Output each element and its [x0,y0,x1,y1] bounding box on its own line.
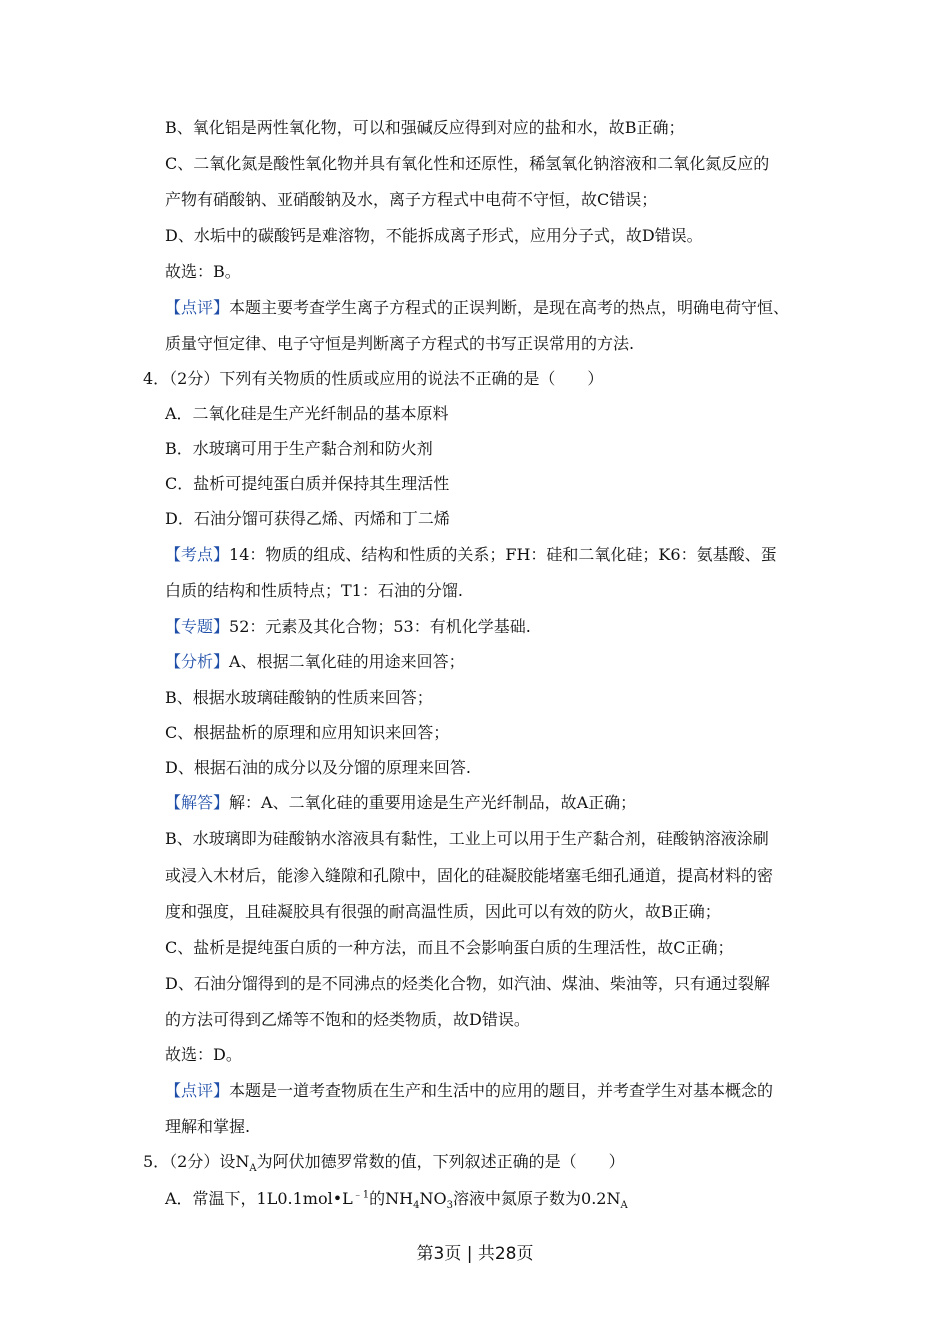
subscript: 4 [413,1200,420,1212]
knowledge-text: 14：物质的组成、结构和性质的关系；FH：硅和二氧化硅；K6：氨基酸、蛋 [229,545,777,564]
review-tag: 【点评】 [165,1081,230,1100]
text-line: D、石油分馏得到的是不同沸点的烃类化合物，如汽油、煤油、柴油等，只有通过裂解 [165,974,770,993]
text-line: 或浸入木材后，能渗入缝隙和孔隙中，固化的硅凝胶能堵塞毛细孔通道，提高材料的密 [165,866,774,885]
text-line: 故选：D。 [165,1045,242,1064]
review-paragraph [165,1081,773,1101]
text-line: 产物有硝酸钠、亚硝酸钠及水，离子方程式中电荷不守恒，故C错误； [165,190,658,209]
text-line: B、水玻璃即为硅酸钠水溶液具有黏性，工业上可以用于生产黏合剂，硅酸钠溶液涂刷 [165,829,769,848]
knowledge-tag: 【考点】 [165,545,230,564]
option-text: 的NH [369,1189,414,1208]
option-text: A．常温下，1L0.1mol•L [165,1189,353,1208]
solution [165,793,636,813]
review-tag: 【点评】 [165,298,230,317]
option-c: C．盐析可提纯蛋白质并保持其生理活性 [165,474,450,493]
option-text: 溶液中氮原子数为0.2N [453,1189,621,1208]
text-line: 的方法可得到乙烯等不饱和的烃类物质，故D错误。 [165,1010,530,1029]
text-line: 理解和掌握. [165,1117,251,1136]
question-4: 4．（2分）下列有关物质的性质或应用的说法不正确的是（ ） [143,369,604,388]
subscript: A [620,1200,628,1212]
text-line: D、水垢中的碳酸钙是难溶物，不能拆成离子形式，应用分子式，故D错误。 [165,226,703,245]
superscript: ﹣1 [352,1189,370,1201]
q5-text: 为阿伏加德罗常数的值，下列叙述正确的是（ ） [256,1152,625,1171]
page-footer: 第3页 | 共28页 [416,1244,534,1264]
solution-tag: 【解答】 [165,793,230,812]
question-5 [143,1152,625,1175]
text-line: C、二氧化氮是酸性氧化物并具有氧化性和还原性，稀氢氧化钠溶液和二氧化氮反应的 [165,154,770,173]
q5-text: 5．（2分）设N [143,1152,250,1171]
review-text: 本题是一道考查物质在生产和生活中的应用的题目，并考查学生对基本概念的 [229,1081,774,1100]
text-line: 质量守恒定律、电子守恒是判断离子方程式的书写正误常用的方法. [165,334,635,353]
text-line: B、根据水玻璃硅酸钠的性质来回答； [165,688,433,707]
topic-tag: 【专题】 [165,617,230,636]
topic [165,617,531,637]
option-text: NO [419,1189,447,1208]
text-line: C、盐析是提纯蛋白质的一种方法，而且不会影响蛋白质的生理活性，故C正确； [165,938,734,957]
text-line: 白质的结构和性质特点；T1：石油的分馏. [165,581,463,600]
option-b: B．水玻璃可用于生产黏合剂和防火剂 [165,439,433,458]
review-paragraph [165,298,789,318]
knowledge-point [165,545,777,565]
subscript: A [249,1163,257,1175]
text-line: C、根据盐析的原理和应用知识来回答； [165,723,450,742]
topic-text: 52：元素及其化合物；53：有机化学基础. [229,617,531,636]
text-line: 故选：B。 [165,262,241,281]
option-d: D．石油分馏可获得乙烯、丙烯和丁二烯 [165,509,450,528]
analysis-tag: 【分析】 [165,652,230,671]
review-text: 本题主要考查学生离子方程式的正误判断，是现在高考的热点，明确电荷守恒、 [229,298,790,317]
solution-text: 解：A、二氧化硅的重要用途是生产光纤制品，故A正确； [229,793,637,812]
subscript: 3 [446,1200,454,1212]
option-a: A．二氧化硅是生产光纤制品的基本原料 [165,404,449,423]
analysis-text: A、根据二氧化硅的用途来回答； [229,652,465,671]
analysis [165,652,465,672]
option-a [165,1189,628,1212]
text-line: B、氧化铝是两性氧化物，可以和强碱反应得到对应的盐和水，故B正确； [165,118,685,137]
text-line: D、根据石油的成分以及分馏的原理来回答. [165,758,471,777]
text-line: 度和强度，且硅凝胶具有很强的耐高温性质，因此可以有效的防火，故B正确； [165,902,721,921]
